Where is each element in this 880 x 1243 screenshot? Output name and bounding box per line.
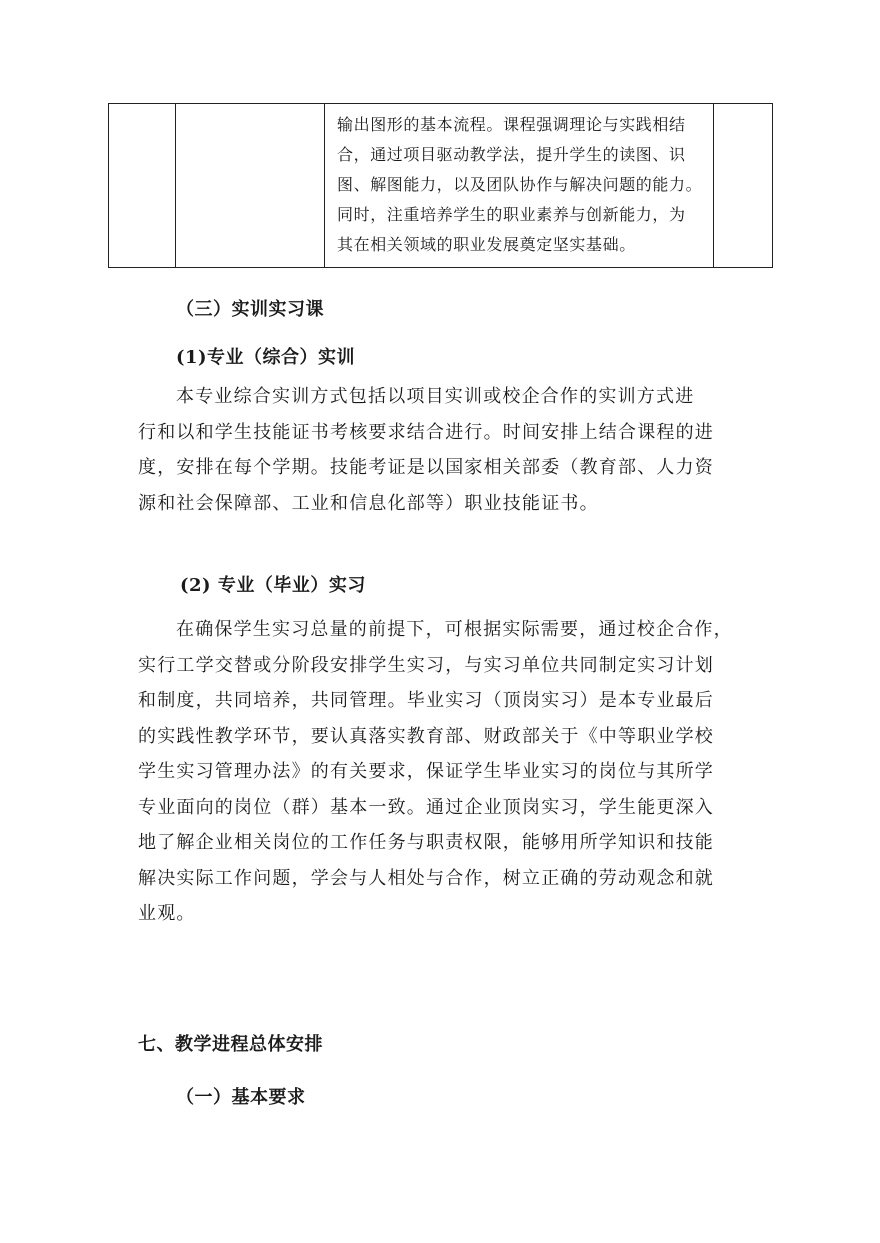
section-heading-basic: （一）基本要求	[176, 1087, 306, 1108]
paragraph-line: 在确保学生实习总量的前提下，可根据实际需要，通过校企合作，	[176, 619, 733, 640]
paragraph-line: 和制度，共同培养，共同管理。毕业实习（顶岗实习）是本专业最后	[138, 690, 714, 711]
table-row	[109, 104, 773, 268]
paragraph-internship	[138, 612, 758, 932]
description-line: 图、解图能力，以及团队协作与解决问题的能力。	[337, 175, 703, 194]
description-line: 同时，注重培养学生的职业素养与创新能力，为	[337, 205, 686, 224]
paragraph-line: 行和以和学生技能证书考核要求结合进行。时间安排上结合课程的进	[138, 421, 714, 443]
paragraph-line: 专业面向的岗位（群）基本一致。通过企业顶岗实习，学生能更深入	[138, 796, 714, 818]
paragraph-line: 业观。	[138, 903, 196, 924]
paragraph-line: 实行工学交替或分阶段安排学生实习，与实习单位共同制定实习计划	[138, 654, 714, 676]
subsection-heading-comprehensive: (1)专业（综合）实训	[176, 347, 356, 368]
description-line: 输出图形的基本流程。课程强调理论与实践相结	[337, 115, 686, 134]
description-line: 合，通过项目驱动教学法，提升学生的读图、识	[337, 145, 686, 164]
paragraph-line: 的实践性教学环节，要认真落实教育部、财政部关于《中等职业学校	[138, 725, 714, 747]
table-cell-empty	[176, 104, 325, 268]
description-line: 其在相关领域的职业发展奠定坚实基础。	[337, 235, 636, 254]
paragraph-line: 学生实习管理办法》的有关要求，保证学生毕业实习的岗位与其所学	[138, 761, 714, 782]
paragraph-line: 解决实际工作问题，学会与人相处与合作，树立正确的劳动观念和就	[138, 867, 714, 889]
paragraph-line: 度，安排在每个学期。技能考证是以国家相关部委（教育部、人力资	[138, 457, 714, 478]
paragraph-line: 本专业综合实训方式包括以项目实训或校企合作的实训方式进	[176, 386, 695, 407]
chapter-heading: 七、教学进程总体安排	[138, 1034, 323, 1055]
course-table	[108, 103, 773, 268]
subsection-heading-internship: (2) 专业（毕业）实习	[180, 575, 366, 596]
table-cell-description	[325, 104, 714, 268]
section-heading-training: （三）实训实习课	[176, 299, 324, 320]
paragraph-comprehensive	[138, 379, 758, 521]
table-cell-empty	[109, 104, 176, 268]
paragraph-line: 源和社会保障部、工业和信息化部等）职业技能证书。	[138, 492, 599, 514]
paragraph-line: 地了解企业相关岗位的工作任务与职责权限，能够用所学知识和技能	[138, 832, 714, 853]
table-cell-empty	[714, 104, 773, 268]
